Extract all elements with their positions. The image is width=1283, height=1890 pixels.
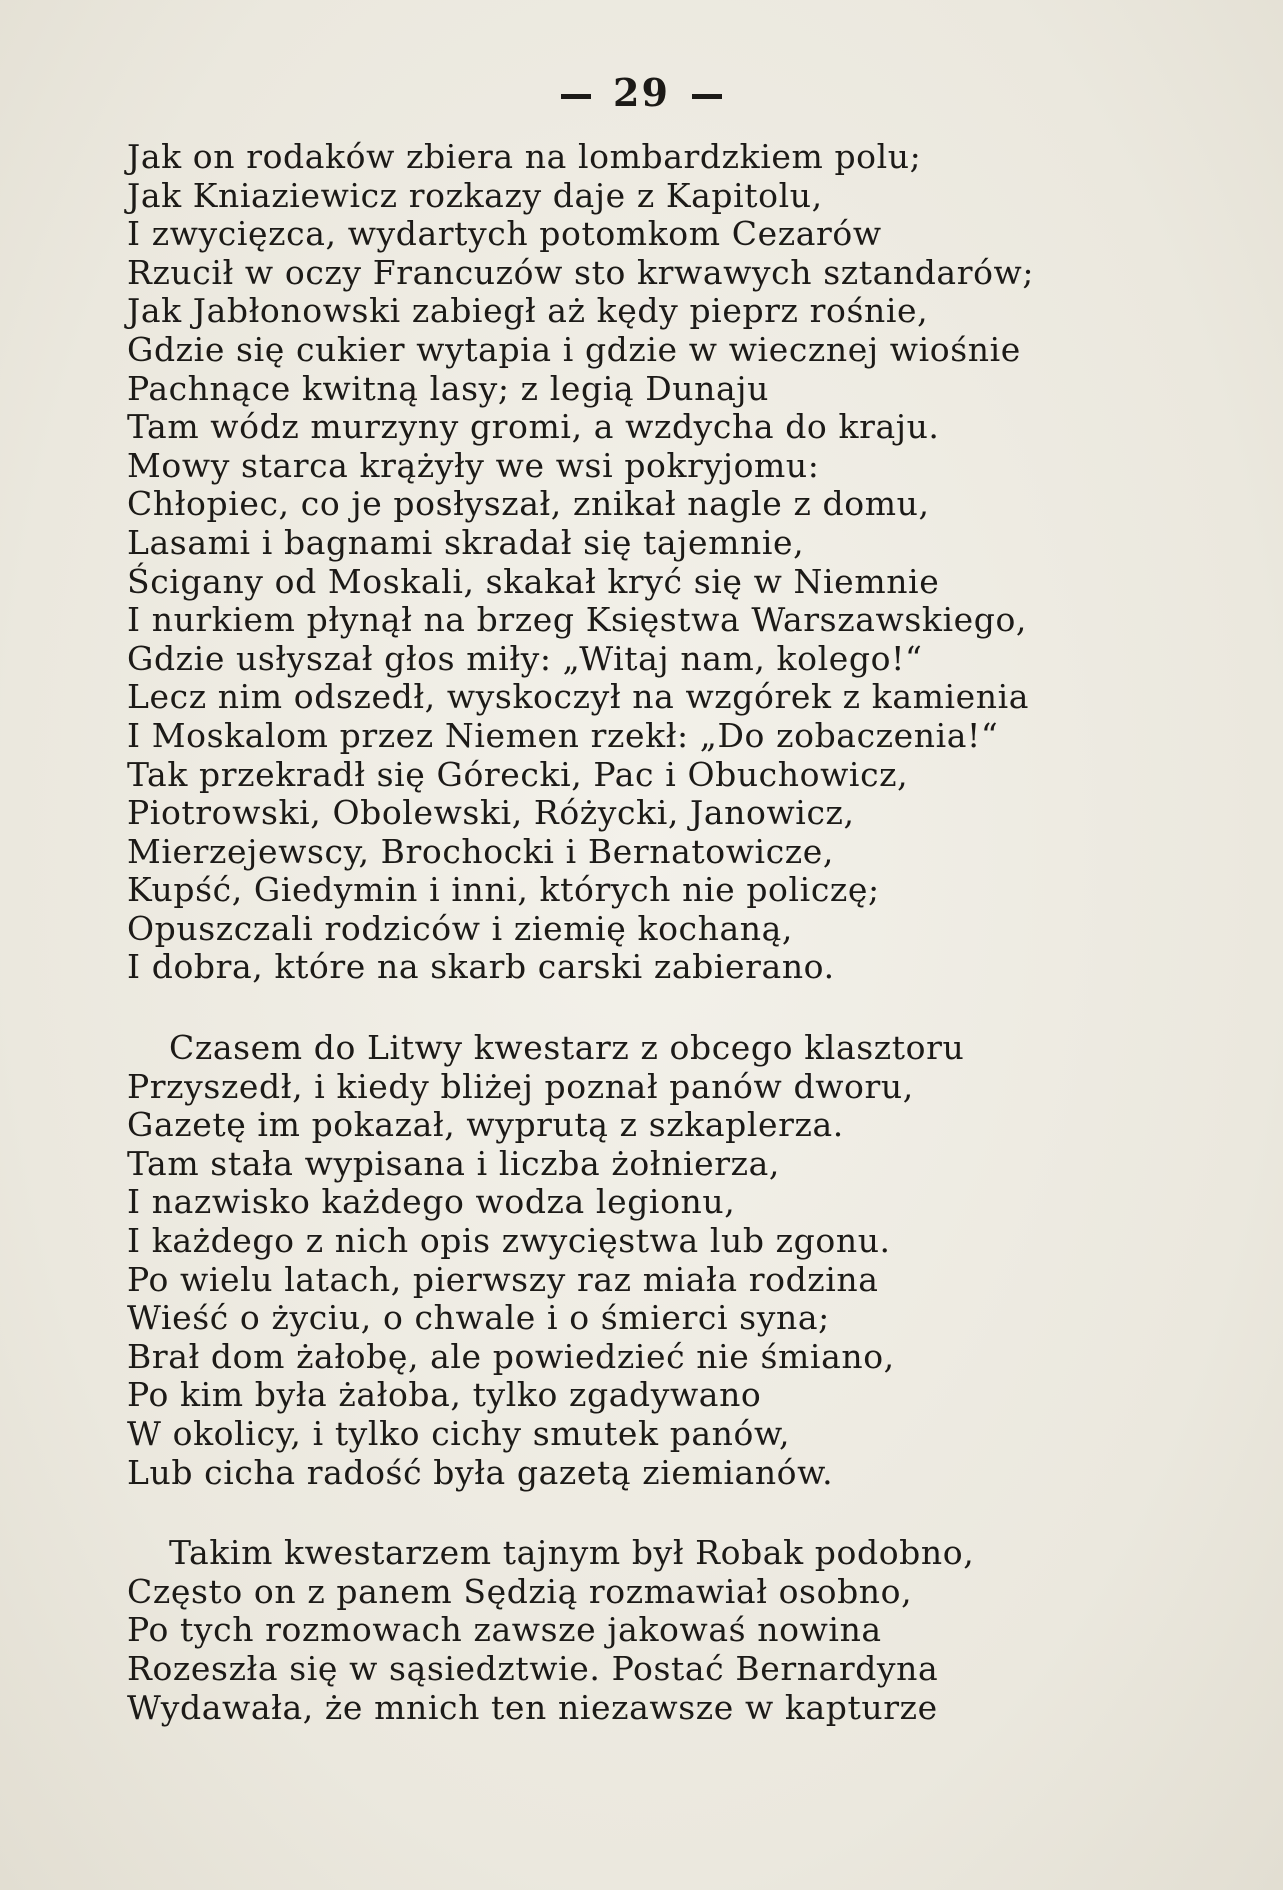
poem-line: Ścigany od Moskali, skakał kryć się w Niemnie (127, 561, 940, 601)
poem-line: Kupść, Giedymin i inni, których nie policzę; (127, 870, 880, 910)
poem-line: Gdzie się cukier wytapia i gdzie w wiecznej wiośnie (127, 329, 1021, 369)
poem-line: Czasem do Litwy kwestarz z obcego klasztoru (169, 1028, 965, 1068)
poem-line: Jak on rodaków zbiera na lombardzkiem polu; (127, 137, 922, 176)
poem-line: Gdzie usłyszał głos miły: „Witaj nam, kolego!“ (127, 638, 923, 678)
poem-line: Opuszczali rodziców i ziemię kochaną, (127, 908, 793, 948)
poem-line: Tak przekradł się Górecki, Pac i Obuchowicz, (127, 754, 909, 794)
poem-line: Po tych rozmowach zawsze jakowaś nowina (127, 1610, 882, 1650)
poem-line: I każdego z nich opis zwycięstwa lub zgonu. (127, 1221, 891, 1261)
poem-line: I Moskalom przez Niemen rzekł: „Do zobaczenia!“ (127, 715, 999, 755)
poem-line: I dobra, które na skarb carski zabierano. (127, 947, 835, 987)
poem-line: Jak Jabłonowski zabiegł aż kędy pieprz rośnie, (127, 291, 929, 331)
poem-line: Piotrowski, Obolewski, Różycki, Janowicz, (127, 793, 855, 833)
poem-line: Brał dom żałobę, ale powiedzieć nie śmiano, (127, 1336, 895, 1376)
poem-text (127, 138, 1157, 1727)
poem-line: I zwycięzca, wydartych potomkom Cezarów (127, 214, 882, 254)
poem-line: Tam stała wypisana i liczba żołnierza, (127, 1143, 780, 1183)
poem-line: Rzucił w oczy Francuzów sto krwawych sztandarów; (127, 252, 1035, 292)
poem-line: Gazetę im pokazał, wyprutą z szkaplerza. (127, 1105, 844, 1145)
poem-line: Rozeszła się w sąsiedztwie. Postać Bernardyna (127, 1648, 939, 1688)
poem-line: Lecz nim odszedł, wyskoczył na wzgórek z kamienia (127, 677, 1030, 717)
page-number-dash-right (692, 94, 722, 99)
poem-line: Jak Kniaziewicz rozkazy daje z Kapitolu, (127, 175, 823, 215)
poem-line: Takim kwestarzem tajnym był Robak podobno, (169, 1533, 975, 1573)
poem-line: W okolicy, i tylko cichy smutek panów, (127, 1414, 791, 1453)
poem-line: Tam wódz murzyny gromi, a wzdycha do kraju. (127, 407, 940, 447)
poem-line: Mierzejewscy, Brochocki i Bernatowicze, (127, 831, 834, 871)
page-number-header (0, 70, 1283, 115)
poem-line: Pachnące kwitną lasy; z legią Dunaju (127, 368, 769, 408)
poem-line: Lasami i bagnami skradał się tajemnie, (127, 522, 805, 562)
poem-line: Mowy starca krążyły we wsi pokryjomu: (127, 445, 820, 485)
poem-line: Często on z panem Sędzią rozmawiał osobno, (127, 1571, 913, 1611)
stanza-1 (127, 138, 1157, 987)
stanza-2 (127, 1029, 1157, 1492)
stanza-3 (127, 1534, 1157, 1727)
page-number-dash-left (561, 94, 591, 99)
poem-line: Chłopiec, co je posłyszał, znikał nagle z domu, (127, 484, 930, 524)
poem-line: Wieść o życiu, o chwale i o śmierci syna; (127, 1298, 830, 1338)
poem-line: Po kim była żałoba, tylko zgadywano (127, 1375, 762, 1415)
poem-line: I nurkiem płynął na brzeg Księstwa Warszawskiego, (127, 600, 1028, 640)
poem-line: Lub cicha radość była gazetą ziemianów. (127, 1452, 834, 1492)
poem-line: Przyszedł, i kiedy bliżej poznał panów dworu, (127, 1066, 914, 1106)
poem-line: I nazwisko każdego wodza legionu, (127, 1182, 736, 1222)
poem-line: Wydawała, że mnich ten niezawsze w kapturze (127, 1687, 938, 1727)
page-number: 29 (613, 70, 670, 115)
poem-line: Po wielu latach, pierwszy raz miała rodzina (127, 1259, 879, 1299)
